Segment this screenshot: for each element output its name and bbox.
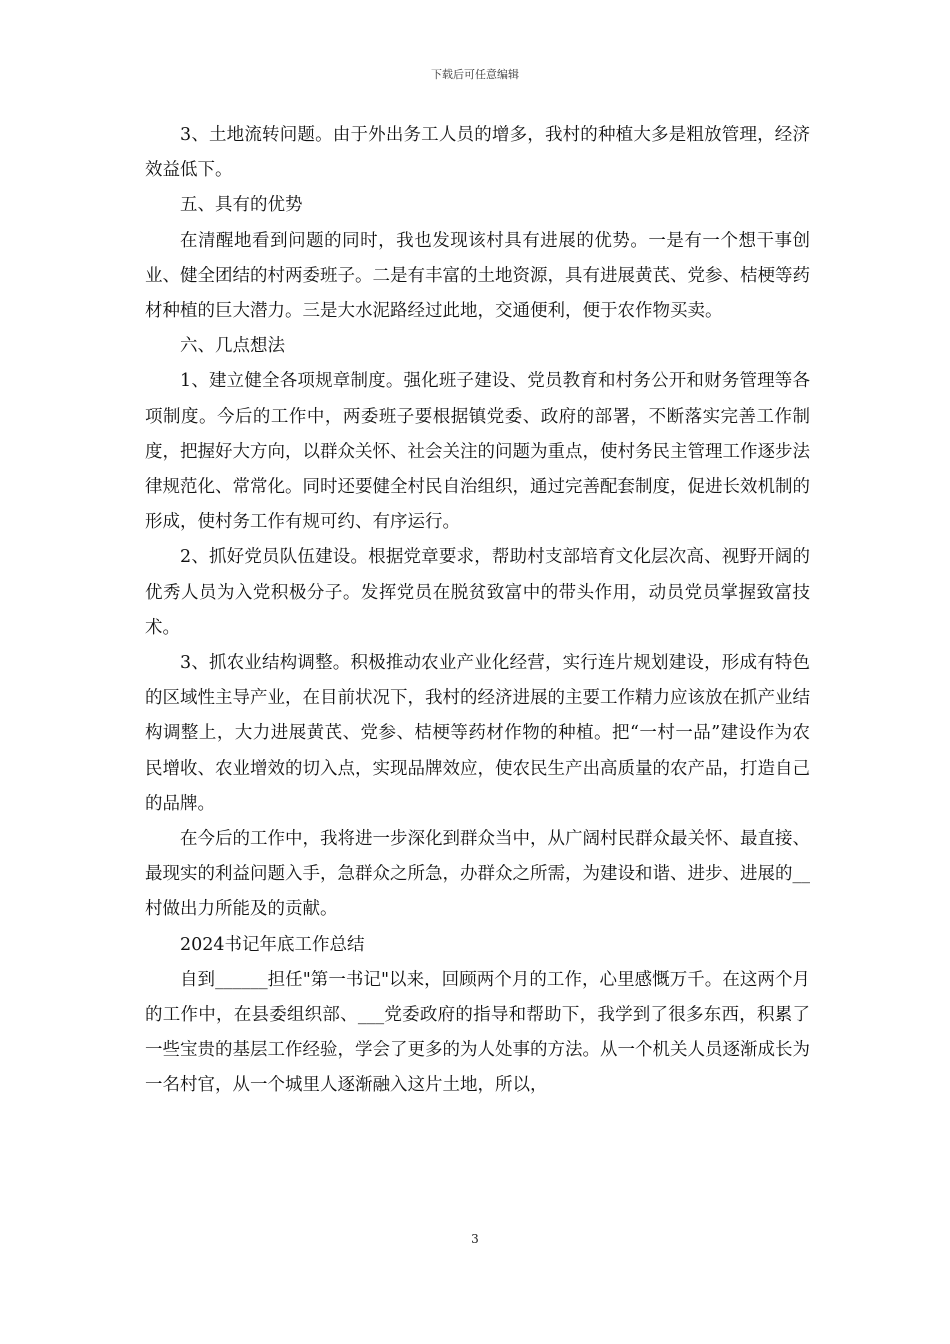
paragraph-rules: 1、建立健全各项规章制度。强化班子建设、党员教育和村务公开和财务管理等各项制度。今后的工作中，两委班子要根据镇党委、政府的部署，不断落实完善工作制度，把握好大方向，以群众关怀、社会关注的问题为重点，使村务民主管理工作逐步法律规范化、常常化。同时还要健全村民自治组织，通过完善配套制度，促进长效机制的形成，使村务工作有规可约、有序运行。: [145, 371, 810, 533]
section-heading-advantages: 五、具有的优势: [180, 195, 303, 216]
paragraph-future-work: 在今后的工作中，我将进一步深化到群众当中，从广阔村民群众最关怀、最直接、最现实的利益问题入手，急群众之所急，办群众之所需，为建设和谐、进步、进展的__村做出力所能及的贡献。: [145, 829, 810, 920]
document-title-2024: 2024书记年底工作总结: [180, 934, 365, 955]
document-body: [145, 118, 810, 1104]
section-heading-ideas: 六、几点想法: [180, 336, 285, 357]
paragraph-agriculture: 3、抓农业结构调整。积极推动农业产业化经营，实行连片规划建设，形成有特色的区域性主导产业，在目前状况下，我村的经济进展的主要工作精力应该放在抓产业结构调整上，大力进展黄芪、党参、桔梗等药材作物的种植。把“一村一品”建设作为农民增收、农业增效的切入点，实现品牌效应，使农民生产出高质量的农产品，打造自己的品牌。: [145, 653, 810, 814]
page-number: 3: [471, 1232, 479, 1246]
paragraph-land-transfer: 3、土地流转问题。由于外出务工人员的增多，我村的种植大多是粗放管理，经济效益低下。: [145, 125, 810, 181]
paragraph-first-secretary: 自到______担任"第一书记"以来，回顾两个月的工作，心里感慨万千。在这两个月的工作中，在县委组织部、___党委政府的指导和帮助下，我学到了很多东西，积累了一些宝贵的基层工作经验，学会了更多的为人处事的方法。从一个机关人员逐渐成长为一名村官，从一个城里人逐渐融入这片土地，所以，: [145, 969, 810, 1096]
paragraph-party-members: 2、抓好党员队伍建设。根据党章要求，帮助村支部培育文化层次高、视野开阔的优秀人员为入党积极分子。发挥党员在脱贫致富中的带头作用，动员党员掌握致富技术。: [145, 547, 810, 638]
page-header: 下载后可任意编辑: [431, 68, 519, 81]
paragraph-advantages: 在清醒地看到问题的同时，我也发现该村具有进展的优势。一是有一个想干事创业、健全团结的村两委班子。二是有丰富的土地资源，具有进展黄芪、党参、桔梗等药材种植的巨大潜力。三是大水泥路经过此地，交通便利，便于农作物买卖。: [145, 230, 810, 322]
